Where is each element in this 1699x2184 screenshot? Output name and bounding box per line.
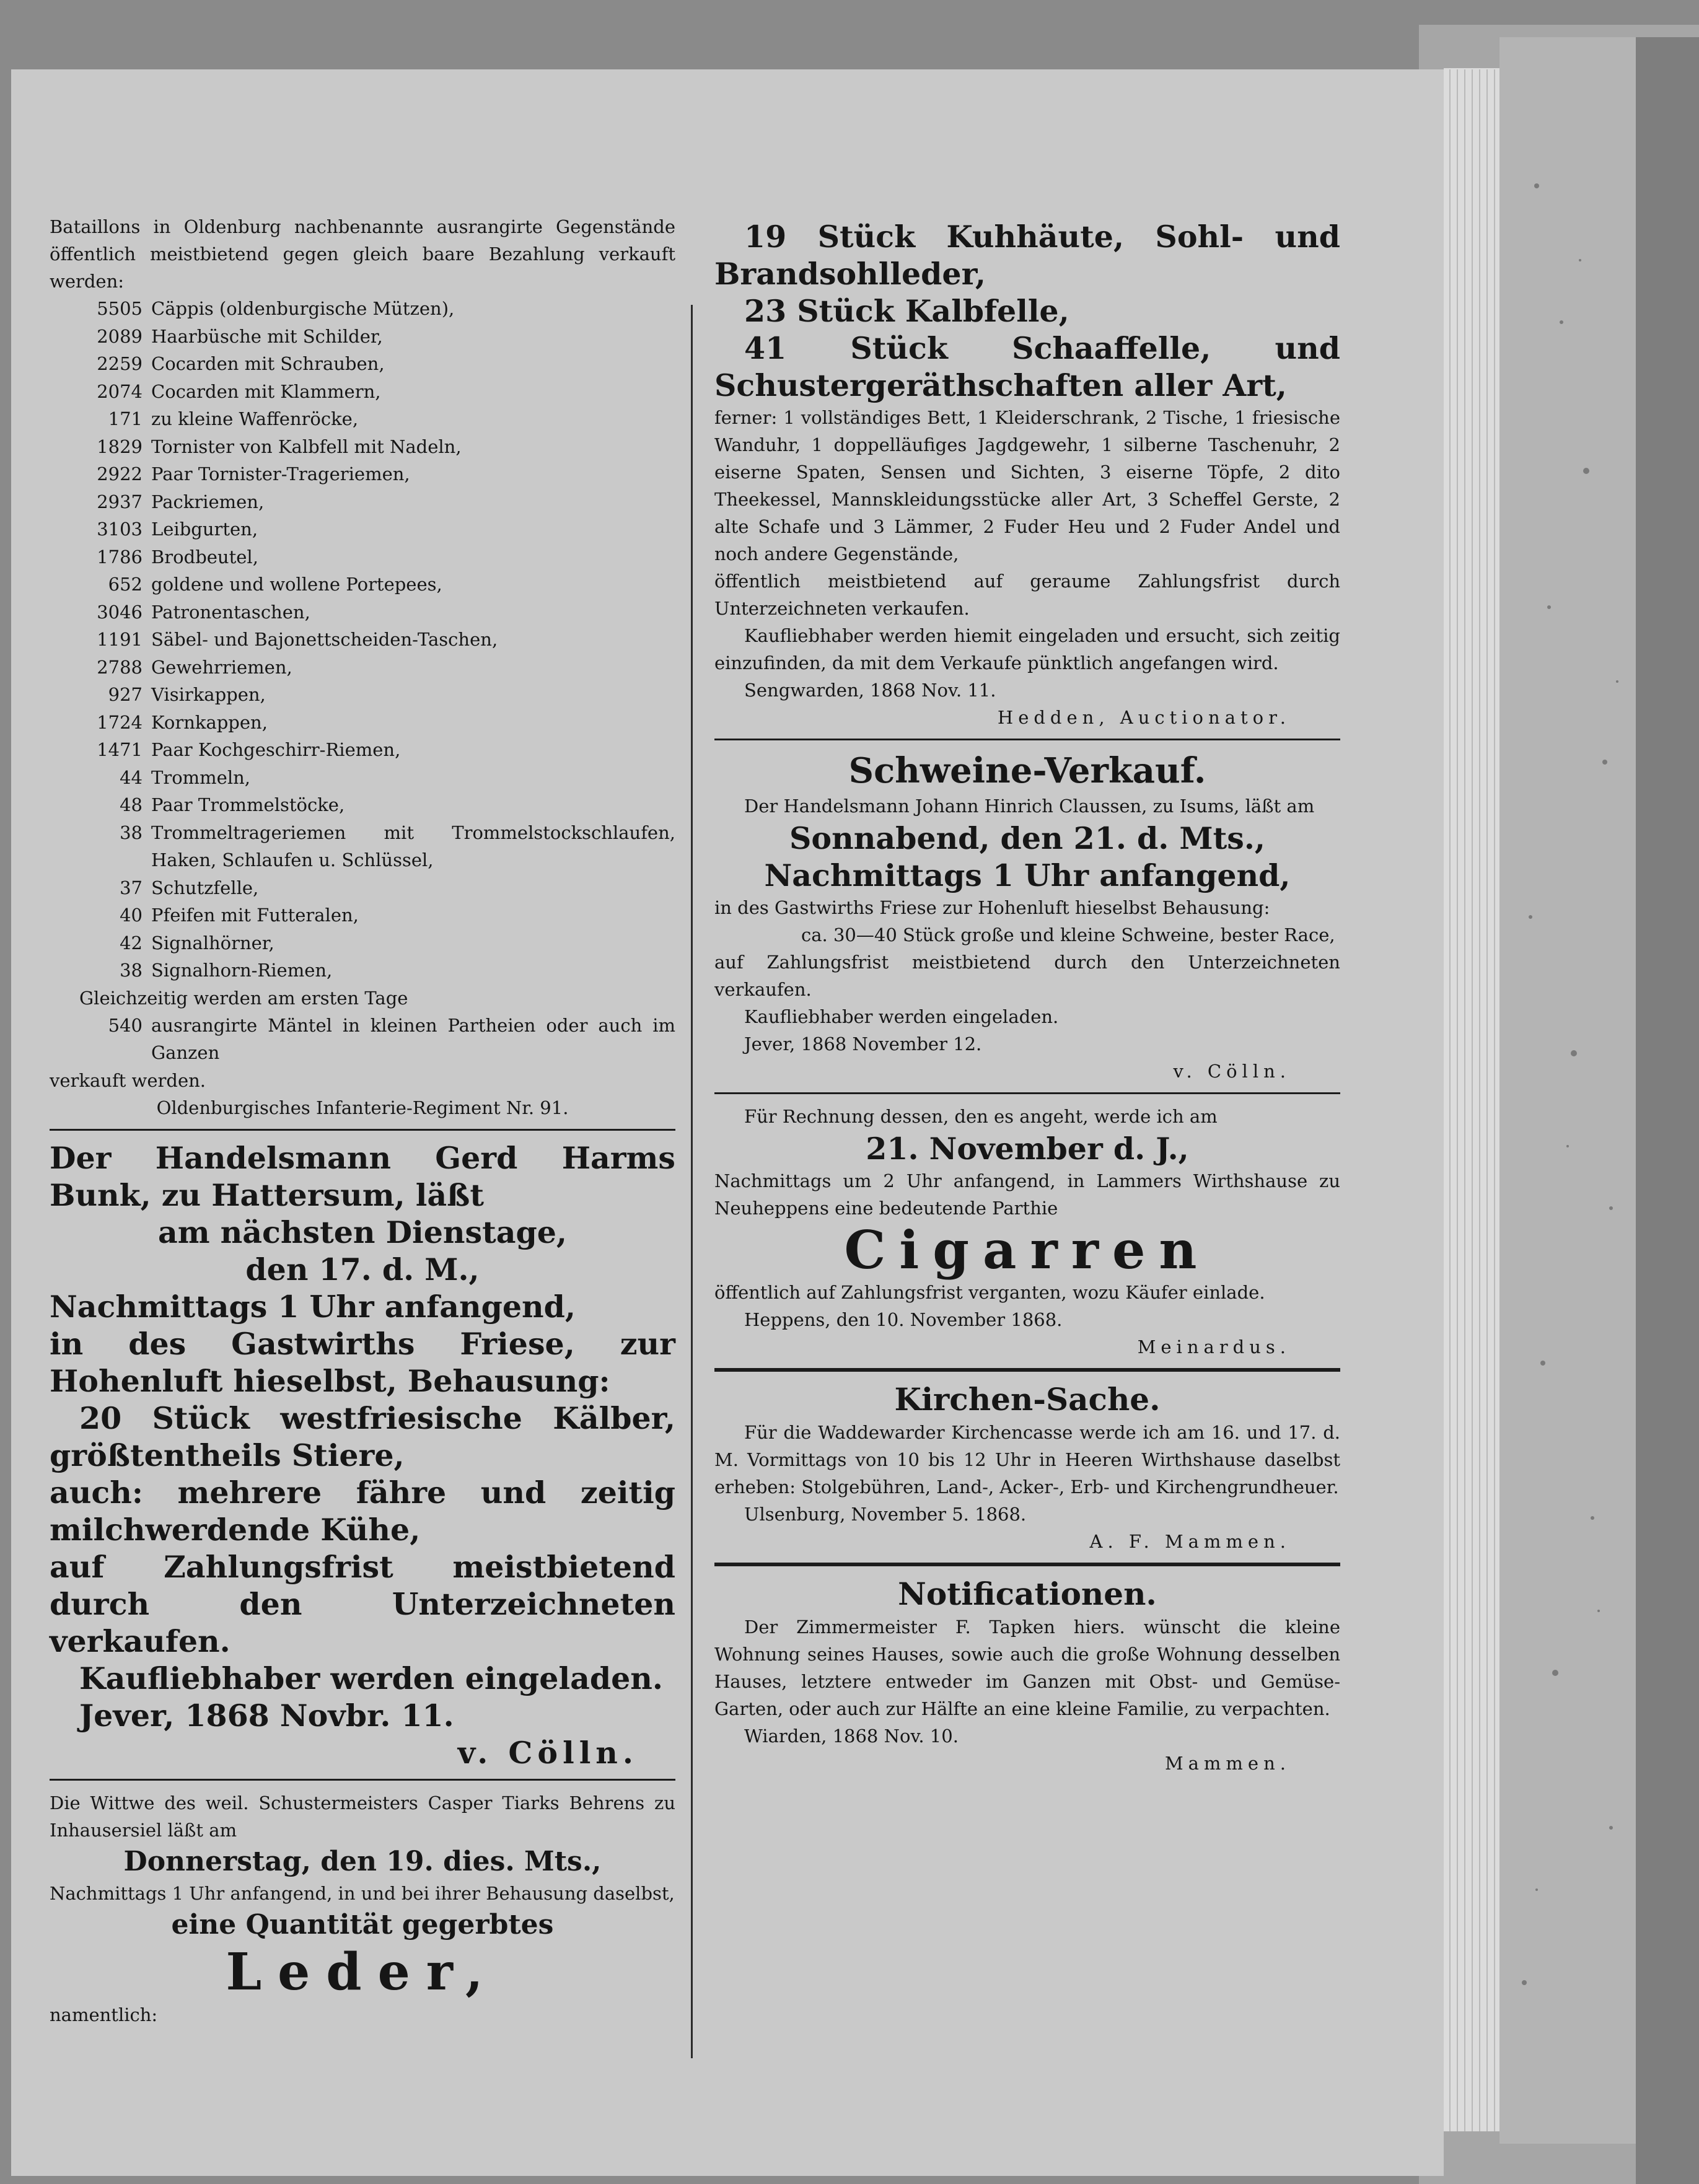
kirchen-date: Ulsenburg, November 5. 1868.	[744, 1504, 1027, 1525]
harms-day: am nächsten Dienstage,	[158, 1214, 567, 1250]
schweine-date: Jever, 1868 November 12.	[744, 1033, 982, 1055]
rule	[714, 1563, 1340, 1566]
behrens-time: Nachmittags 1 Uhr anfangend, in und bei ihrer Behausung daselbst,	[50, 1882, 675, 1904]
hides-line-3: 41 Stück Schaaffelle, und Schustergeräthschaften aller Art,	[714, 330, 1340, 403]
list-item: 48 Paar Trommelstöcke,	[120, 794, 345, 815]
battalion-intro: Bataillons in Oldenburg nachbenannte ausrangirte Gegenstände öffentlich meistbietend gegen gleich baare Bezahlung verkauft werden:	[50, 216, 675, 292]
harms-signature: v. Cölln.	[457, 1734, 638, 1771]
schweine-signature: v. Cölln.	[1173, 1061, 1291, 1082]
hides-line-2: 23 Stück Kalbfelle,	[744, 293, 1069, 329]
rule	[714, 1092, 1340, 1094]
behrens-advert	[50, 1789, 675, 2028]
harms-advert	[50, 1139, 675, 1771]
kirchen-signature: A. F. Mammen.	[1089, 1531, 1291, 1552]
schweine-place: in des Gastwirths Friese zur Hohenluft hieselbst Behausung:	[714, 897, 1270, 918]
harms-terms: auf Zahlungsfrist meistbietend durch den Unterzeichneten verkaufen.	[50, 1548, 675, 1659]
schweine-title: Schweine-Verkauf.	[848, 750, 1206, 791]
sale-terms: öffentlich meistbietend auf geraume Zahlungsfrist durch Unterzeichneten verkaufen.	[714, 571, 1340, 619]
column-divider	[691, 305, 693, 2058]
behrens-quantity: eine Quantität gegerbtes	[171, 1908, 554, 1941]
list-item: 3103 Leibgurten,	[97, 519, 258, 540]
list-item: 2922 Paar Tornister-Trageriemen,	[97, 463, 410, 485]
schweine-day: Sonnabend, den 21. d. Mts.,	[789, 820, 1265, 856]
notif-date: Wiarden, 1868 Nov. 10.	[744, 1726, 959, 1747]
cigarren-signature: Meinardus.	[1137, 1336, 1291, 1357]
list-item: 1191 Säbel- und Bajonettscheiden-Taschen,	[97, 629, 498, 650]
list-item: 171 zu kleine Waffenröcke,	[108, 408, 359, 429]
list-item: 37 Schutzfelle,	[120, 877, 259, 898]
list-item: 1724 Kornkappen,	[97, 711, 268, 733]
inventory-list	[50, 295, 675, 985]
behrens-leder: Leder,	[226, 1942, 499, 2002]
harms-time: Nachmittags 1 Uhr anfangend,	[50, 1288, 576, 1325]
list-item: 1786 Brodbeutel,	[97, 546, 258, 568]
regiment-signature: Oldenburgisches Infanterie-Regiment Nr. 91.	[156, 1097, 569, 1118]
rule	[50, 1129, 675, 1131]
schweine-time: Nachmittags 1 Uhr anfangend,	[764, 857, 1291, 893]
schweine-item: ca. 30—40 Stück große und kleine Schweine, bester Race,	[801, 924, 1335, 945]
behrens-date: Donnerstag, den 19. dies. Mts.,	[123, 1845, 602, 1877]
schweine-terms: auf Zahlungsfrist meistbietend durch den Unterzeichneten verkaufen.	[714, 952, 1340, 1000]
list-item: 2074 Cocarden mit Klammern,	[97, 380, 381, 402]
hides-line-1: 19 Stück Kuhhäute, Sohl- und Brandsohlleder,	[714, 219, 1340, 292]
harms-date: den 17. d. M.,	[245, 1251, 480, 1287]
cigarren-text: Nachmittags um 2 Uhr anfangend, in Lammers Wirthshause zu Neuheppens eine bedeutende Parthie	[714, 1170, 1340, 1219]
list-item: 2937 Packriemen,	[97, 491, 265, 512]
list-item: 38 Signalhorn-Riemen,	[120, 960, 333, 981]
cigarren-text-2: öffentlich auf Zahlungsfrist verganten, wozu Käufer einlade.	[714, 1282, 1265, 1303]
buyers-invite: Kaufliebhaber werden hiemit eingeladen und ersucht, sich zeitig einzufinden, da mit dem Verkaufe pünktlich angefangen wird.	[714, 625, 1340, 673]
notif-advert	[714, 1575, 1340, 1777]
list-item: 42 Signalhörner,	[120, 932, 274, 954]
harms-cows: auch: mehrere fähre und zeitig milchwerdende Kühe,	[50, 1474, 675, 1548]
cigarren-advert	[714, 1103, 1340, 1361]
list-item: 5505 Cäppis (oldenburgische Mützen),	[97, 298, 455, 319]
notif-text: Der Zimmermeister F. Tapken hiers. wünscht die kleine Wohnung seines Hauses, sowie auch die große Wohnung desselben Hauses, letztere entweder im Ganzen mit Obst- und Gemüse-Garten, oder auch zur Hälfte an eine kleine Familie, zu verpachten.	[714, 1616, 1340, 1719]
notif-title: Notificationen.	[898, 1576, 1157, 1612]
list-item: 652 goldene und wollene Portepees,	[108, 574, 442, 595]
list-item: 40 Pfeifen mit Futteralen,	[120, 905, 359, 926]
kirchen-text: Für die Waddewarder Kirchencasse werde ich am 16. und 17. d. M. Vormittags von 10 bis 12 Uhr in Heeren Wirthshause daselbst erheben: Stolgebühren, Land-, Acker-, Erb- und Kirchengrundheuer.	[714, 1422, 1340, 1498]
right-column	[714, 218, 1340, 1777]
rule	[714, 1368, 1340, 1372]
sengwarden-date: Sengwarden, 1868 Nov. 11.	[744, 680, 996, 701]
list-item: 2089 Haarbüsche mit Schilder,	[97, 325, 383, 347]
harms-calves: 20 Stück westfriesische Kälber, größtentheils Stiere,	[50, 1400, 675, 1473]
harms-intro: Der Handelsmann Gerd Harms Bunk, zu Hattersum, läßt	[50, 1139, 675, 1213]
cigarren-big: Cigarren	[844, 1219, 1211, 1281]
newspaper-page	[11, 69, 1444, 2176]
kirchen-advert	[714, 1380, 1340, 1555]
harms-place: in des Gastwirths Friese, zur Hohenluft hieselbst, Behausung:	[50, 1325, 675, 1399]
rule	[714, 739, 1340, 740]
list-item: 38 Trommeltrageriemen mit Trommelstockschlaufen, Haken, Schlaufen u. Schlüssel,	[120, 822, 675, 871]
list-item: 44 Trommeln,	[120, 766, 250, 788]
harms-invite: Kaufliebhaber werden eingeladen.	[79, 1660, 663, 1696]
schweine-invite: Kaufliebhaber werden eingeladen.	[744, 1006, 1059, 1027]
list-item: 1829 Tornister von Kalbfell mit Nadeln,	[97, 436, 462, 457]
cigarren-date: 21. November d. J.,	[866, 1131, 1189, 1167]
ferner-list: ferner: 1 vollständiges Bett, 1 Kleiderschrank, 2 Tische, 1 friesische Wanduhr, 1 doppelläufiges Jagdgewehr, 1 silberne Taschenuhr, 2 eiserne Spaten, Sensen und Sichten, 3 eiserne Töpfe, 2 dito Theekessel, Mannskleidungsstücke aller Art, 3 Scheffel Gerste, 2 alte Schafe und 3 Lämmer, 2 Fuder Heu und 2 Fuder Andel und noch andere Gegenstände,	[714, 407, 1340, 564]
coats-item: 540 ausrangirte Mäntel in kleinen Partheien oder auch im Ganzen	[108, 1014, 675, 1063]
behrens-namentlich: namentlich:	[50, 2004, 158, 2025]
list-item: 2259 Cocarden mit Schrauben,	[97, 353, 385, 374]
rule	[50, 1779, 675, 1781]
hedden-signature: Hedden, Auctionator.	[997, 707, 1291, 728]
list-item: 927 Visirkappen,	[108, 684, 266, 705]
notif-signature: Mammen.	[1164, 1753, 1291, 1774]
behrens-intro: Die Wittwe des weil. Schustermeisters Casper Tiarks Behrens zu Inhausersiel läßt am	[50, 1792, 675, 1841]
harms-place-date: Jever, 1868 Novbr. 11.	[79, 1697, 454, 1734]
list-item: 3046 Patronentaschen,	[97, 601, 310, 623]
also-note: Gleichzeitig werden am ersten Tage	[79, 987, 408, 1009]
kirchen-title: Kirchen-Sache.	[894, 1381, 1161, 1418]
list-item: 1471 Paar Kochgeschirr-Riemen,	[97, 739, 401, 760]
sold-note: verkauft werden.	[50, 1069, 206, 1091]
list-item: 2788 Gewehrriemen,	[97, 656, 292, 678]
cigarren-intro: Für Rechnung dessen, den es angeht, werde ich am	[744, 1106, 1218, 1127]
cigarren-place: Heppens, den 10. November 1868.	[744, 1309, 1063, 1330]
schweine-advert	[714, 749, 1340, 1085]
schweine-intro: Der Handelsmann Johann Hinrich Claussen, zu Isums, läßt am	[744, 796, 1315, 817]
left-column	[50, 213, 675, 2028]
